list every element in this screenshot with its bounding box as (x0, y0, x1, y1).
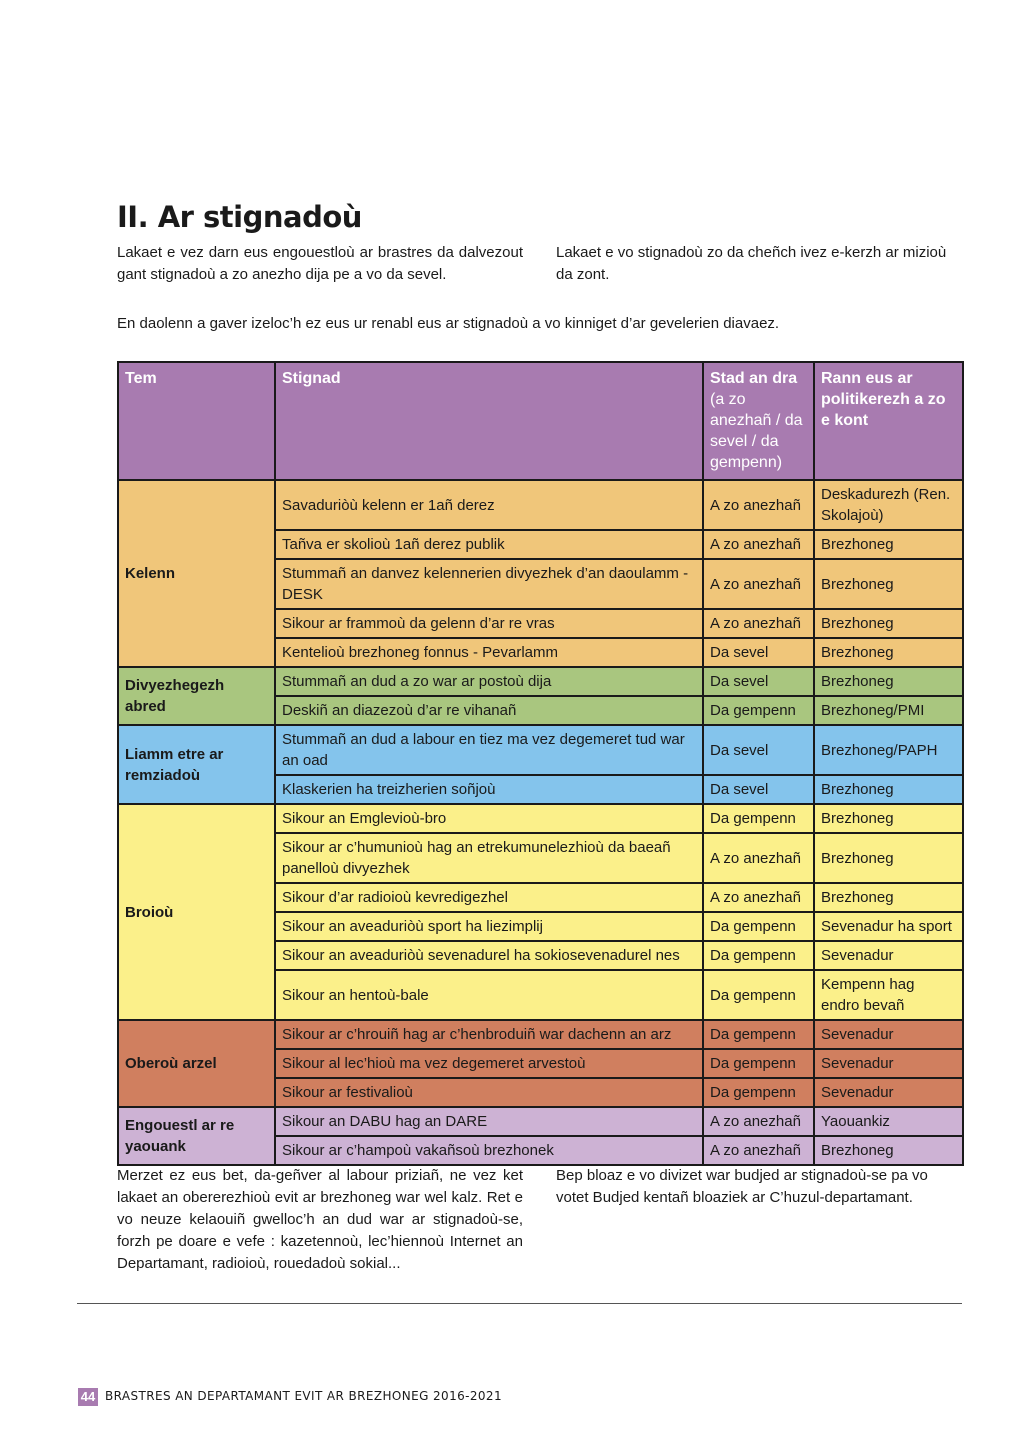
stignad-cell: Deskiñ an diazezoù d’ar re vihanañ (275, 696, 703, 725)
stignad-cell: Sikour an Emglevioù-bro (275, 804, 703, 833)
outro-paragraph-right: Bep bloaz e vo divizet war budjed ar stignadoù-se pa vo votet Budjed kentañ bloaziek ar C’huzul-departamant. (556, 1167, 928, 1206)
stad-cell: A zo anezhañ (703, 609, 814, 638)
rann-cell: Brezhoneg (814, 530, 963, 559)
stad-cell: Da gempenn (703, 941, 814, 970)
table-row (118, 480, 963, 530)
stad-cell: Da gempenn (703, 696, 814, 725)
theme-cell: Kelenn (118, 480, 275, 667)
stad-cell: Da gempenn (703, 970, 814, 1020)
rann-cell: Brezhoneg (814, 804, 963, 833)
footer-title: BRASTRES AN DEPARTAMANT EVIT AR BREZHONEG 2016-2021 (105, 1389, 503, 1403)
stad-cell: Da sevel (703, 775, 814, 804)
rann-cell: Sevenadur ha sport (814, 912, 963, 941)
rann-cell: Brezhoneg/PMI (814, 696, 963, 725)
theme-cell: Engouestl ar re yaouank (118, 1107, 275, 1165)
rann-cell: Sevenadur (814, 941, 963, 970)
table-row (118, 667, 963, 696)
stad-cell: Da sevel (703, 667, 814, 696)
outro-paragraph-left: Merzet ez eus bet, da-geñver al labour priziañ, ne vez ket lakaet an obererezhioù evit ar brezhoneg war wel kalz. Ret e vo neuze kelaouiñ gwelloc’h an dud war ar stignadoù-se, forzh pe doare e vefe : kazetennoù, lec’hiennoù Internet an Departamant, radioioù, rouedadoù sokial... (117, 1167, 523, 1272)
stad-cell: Da gempenn (703, 912, 814, 941)
stignad-cell: Klaskerien ha treizherien soñjoù (275, 775, 703, 804)
section-title: II. Ar stignadoù (117, 200, 362, 234)
stad-cell: A zo anezhañ (703, 833, 814, 883)
rann-cell: Sevenadur (814, 1049, 963, 1078)
theme-cell: Oberoù arzel (118, 1020, 275, 1107)
stignad-cell: Sikour an DABU hag an DARE (275, 1107, 703, 1136)
stad-cell: A zo anezhañ (703, 883, 814, 912)
stignad-cell: Stummañ an danvez kelennerien divyezhek d’an daoulamm - DESK (275, 559, 703, 609)
stignad-cell: Sikour an aveaduriòù sevenadurel ha sokiosevenadurel nes (275, 941, 703, 970)
rann-cell: Sevenadur (814, 1020, 963, 1049)
intro-paragraph-right: Lakaet e vo stignadoù zo da cheñch ivez e-kerzh ar mizioù da zont. (556, 244, 947, 283)
stignad-cell: Stummañ an dud a labour en tiez ma vez degemeret tud war an oad (275, 725, 703, 775)
rann-cell: Brezhoneg (814, 667, 963, 696)
table-header-row (118, 362, 963, 480)
intro-paragraph-table: En daolenn a gaver izeloc’h ez eus ur renabl eus ar stignadoù a vo kinniget d’ar gevelerien diavaez. (117, 315, 780, 332)
rann-cell: Brezhoneg (814, 609, 963, 638)
theme-cell: Divyezhegezh abred (118, 667, 275, 725)
stad-cell: A zo anezhañ (703, 559, 814, 609)
header-stad (703, 362, 814, 480)
intro-paragraph-left: Lakaet e vez darn eus engouestloù ar brastres da dalvezout gant stignadoù a zo anezho dija pe a vo da sevel. (117, 244, 523, 283)
table-row (118, 1020, 963, 1049)
stignad-cell: Sikour ar c’humunioù hag an etrekumunelezhioù da baeañ panelloù divyezhek (275, 833, 703, 883)
stignad-cell: Sikour an hentoù-bale (275, 970, 703, 1020)
header-tem: Tem (118, 362, 275, 480)
stignad-cell: Sikour ar c’hampoù vakañsoù brezhonek (275, 1136, 703, 1165)
stignad-cell: Sikour ar c’hrouiñ hag ar c’henbroduiñ war dachenn an arz (275, 1020, 703, 1049)
stignad-cell: Savaduriòù kelenn er 1añ derez (275, 480, 703, 530)
table-row (118, 804, 963, 833)
rann-cell: Yaouankiz (814, 1107, 963, 1136)
theme-cell: Liamm etre ar remziadoù (118, 725, 275, 804)
header-stignad: Stignad (275, 362, 703, 480)
header-stad-sub: (a zo anezhañ / da sevel / da gempenn) (710, 391, 803, 471)
stignad-cell: Sikour an aveaduriòù sport ha liezimplij (275, 912, 703, 941)
stignad-cell: Sikour ar festivalioù (275, 1078, 703, 1107)
stignad-cell: Sikour al lec’hioù ma vez degemeret arvestoù (275, 1049, 703, 1078)
footer-divider (77, 1303, 962, 1304)
stad-cell: Da gempenn (703, 1078, 814, 1107)
rann-cell: Brezhoneg (814, 883, 963, 912)
rann-cell: Kempenn hag endro bevañ (814, 970, 963, 1020)
rann-cell: Brezhoneg (814, 775, 963, 804)
stad-cell: A zo anezhañ (703, 530, 814, 559)
table-body (118, 480, 963, 1165)
stad-cell: Da sevel (703, 725, 814, 775)
rann-cell: Deskadurezh (Ren. Skolajoù) (814, 480, 963, 530)
stad-cell: A zo anezhañ (703, 1107, 814, 1136)
stad-cell: Da gempenn (703, 804, 814, 833)
rann-cell: Brezhoneg (814, 833, 963, 883)
stignad-cell: Sikour ar frammoù da gelenn d’ar re vras (275, 609, 703, 638)
header-stad-label: Stad an dra (710, 370, 798, 387)
rann-cell: Sevenadur (814, 1078, 963, 1107)
stad-cell: Da sevel (703, 638, 814, 667)
stignadou-table (117, 361, 964, 1166)
stad-cell: Da gempenn (703, 1049, 814, 1078)
rann-cell: Brezhoneg/PAPH (814, 725, 963, 775)
page-number-badge: 44 (78, 1388, 98, 1406)
header-rann: Rann eus ar politikerezh a zo e kont (814, 362, 963, 480)
table-row (118, 725, 963, 775)
stignad-cell: Tañva er skolioù 1añ derez publik (275, 530, 703, 559)
stad-cell: Da gempenn (703, 1020, 814, 1049)
stignad-cell: Sikour d’ar radioioù kevredigezhel (275, 883, 703, 912)
stad-cell: A zo anezhañ (703, 480, 814, 530)
theme-cell: Broioù (118, 804, 275, 1020)
table-row (118, 1107, 963, 1136)
stignad-cell: Stummañ an dud a zo war ar postoù dija (275, 667, 703, 696)
stad-cell: A zo anezhañ (703, 1136, 814, 1165)
rann-cell: Brezhoneg (814, 638, 963, 667)
rann-cell: Brezhoneg (814, 1136, 963, 1165)
stignad-cell: Kentelioù brezhoneg fonnus - Pevarlamm (275, 638, 703, 667)
rann-cell: Brezhoneg (814, 559, 963, 609)
